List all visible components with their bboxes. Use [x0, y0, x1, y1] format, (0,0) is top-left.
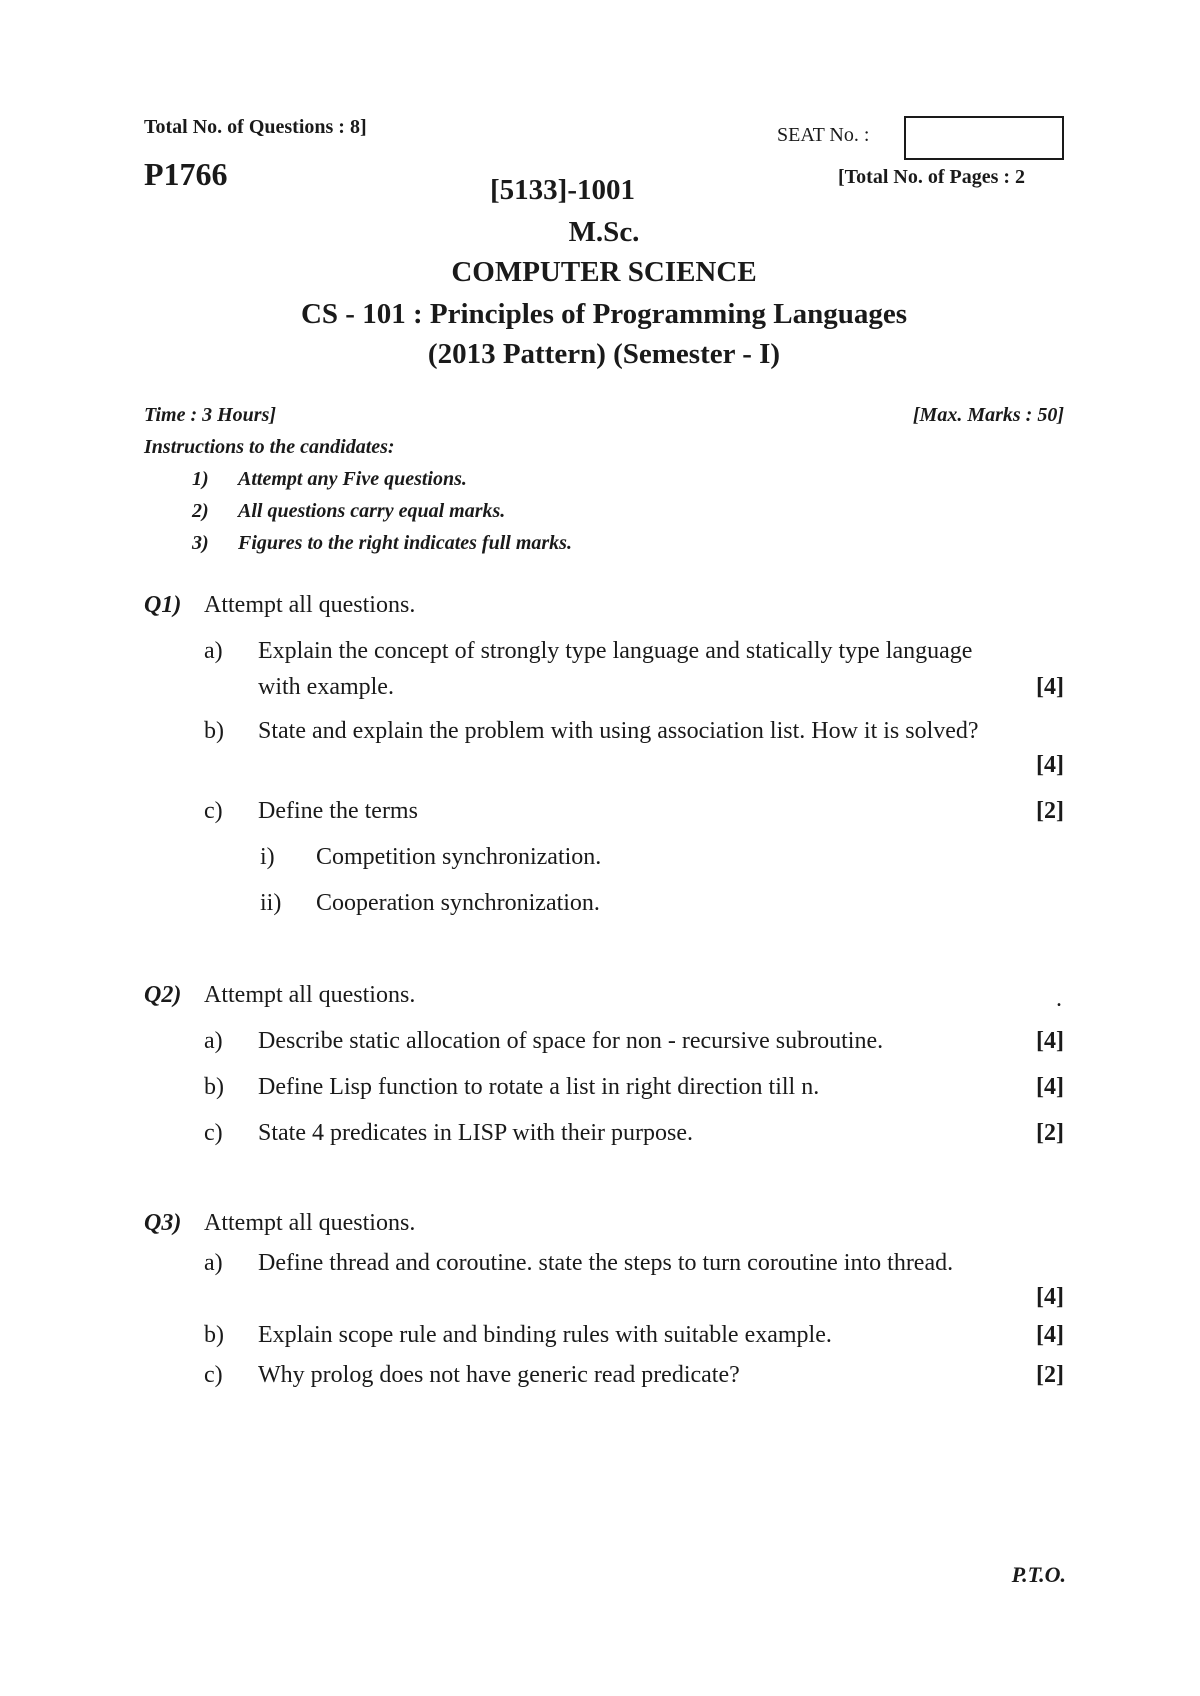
item-text: State and explain the problem with using association list. How it is solved? — [258, 718, 979, 744]
item-text: Why prolog does not have generic read predicate? — [258, 1362, 740, 1388]
instructions-heading: Instructions to the candidates: — [144, 436, 395, 458]
seat-number-box — [904, 116, 1064, 160]
subitem-text: Cooperation synchronization. — [316, 890, 600, 916]
instruction-text: Attempt any Five questions. — [238, 468, 467, 490]
total-pages: [Total No. of Pages : 2 — [838, 166, 1026, 188]
paper-code: P1766 — [144, 156, 228, 192]
instruction-number: 3) — [192, 532, 209, 554]
stray-dot: . — [1056, 986, 1062, 1012]
question-number: Q1) — [144, 592, 182, 618]
time-allowed: Time : 3 Hours] — [144, 404, 277, 426]
item-text: Define the terms — [258, 798, 418, 824]
item-text: Describe static allocation of space for non - recursive subroutine. — [258, 1028, 884, 1054]
degree: M.Sc. — [568, 216, 640, 248]
marks: [2] — [1036, 1362, 1064, 1388]
item-text: Define Lisp function to rotate a list in right direction till n. — [258, 1074, 820, 1100]
item-label: b) — [204, 1322, 224, 1348]
instruction-text: Figures to the right indicates full marks. — [238, 532, 572, 554]
item-text-continued: with example. — [258, 674, 394, 700]
item-label: b) — [204, 1074, 224, 1100]
item-label: c) — [204, 798, 223, 824]
instruction-number: 2) — [192, 500, 209, 522]
total-questions: Total No. of Questions : 8] — [144, 116, 367, 138]
item-text: Explain the concept of strongly type language and statically type language — [258, 638, 973, 664]
question-number: Q3) — [144, 1210, 182, 1236]
subject: COMPUTER SCIENCE — [451, 256, 757, 288]
max-marks: [Max. Marks : 50] — [912, 404, 1064, 426]
marks: [4] — [1036, 752, 1064, 778]
marks: [4] — [1036, 674, 1064, 700]
item-text: Explain scope rule and binding rules with suitable example. — [258, 1322, 832, 1348]
pattern-semester: (2013 Pattern) (Semester - I) — [427, 338, 781, 370]
marks: [4] — [1036, 1284, 1064, 1310]
item-label: b) — [204, 718, 224, 744]
subitem-text: Competition synchronization. — [316, 844, 602, 870]
item-label: a) — [204, 638, 223, 664]
course-title: CS - 101 : Principles of Programming Languages — [300, 298, 908, 330]
item-text: State 4 predicates in LISP with their purpose. — [258, 1120, 694, 1146]
item-label: a) — [204, 1250, 223, 1276]
question-number: Q2) — [144, 982, 182, 1008]
marks: [2] — [1036, 1120, 1064, 1146]
question-title: Attempt all questions. — [204, 982, 416, 1008]
item-label: c) — [204, 1120, 223, 1146]
marks: [4] — [1036, 1028, 1064, 1054]
question-title: Attempt all questions. — [204, 1210, 416, 1236]
subitem-label: ii) — [260, 890, 282, 916]
marks: [4] — [1036, 1322, 1064, 1348]
question-title: Attempt all questions. — [204, 592, 416, 618]
marks: [2] — [1036, 798, 1064, 824]
marks: [4] — [1036, 1074, 1064, 1100]
item-label: a) — [204, 1028, 223, 1054]
exam-code: [5133]-1001 — [490, 174, 635, 206]
instruction-number: 1) — [192, 468, 209, 490]
please-turn-over: P.T.O. — [1011, 1562, 1066, 1587]
instruction-text: All questions carry equal marks. — [238, 500, 506, 522]
seat-label: SEAT No. : — [777, 124, 870, 146]
item-text: Define thread and coroutine. state the steps to turn coroutine into thread. — [258, 1250, 954, 1276]
item-label: c) — [204, 1362, 223, 1388]
subitem-label: i) — [260, 844, 275, 870]
